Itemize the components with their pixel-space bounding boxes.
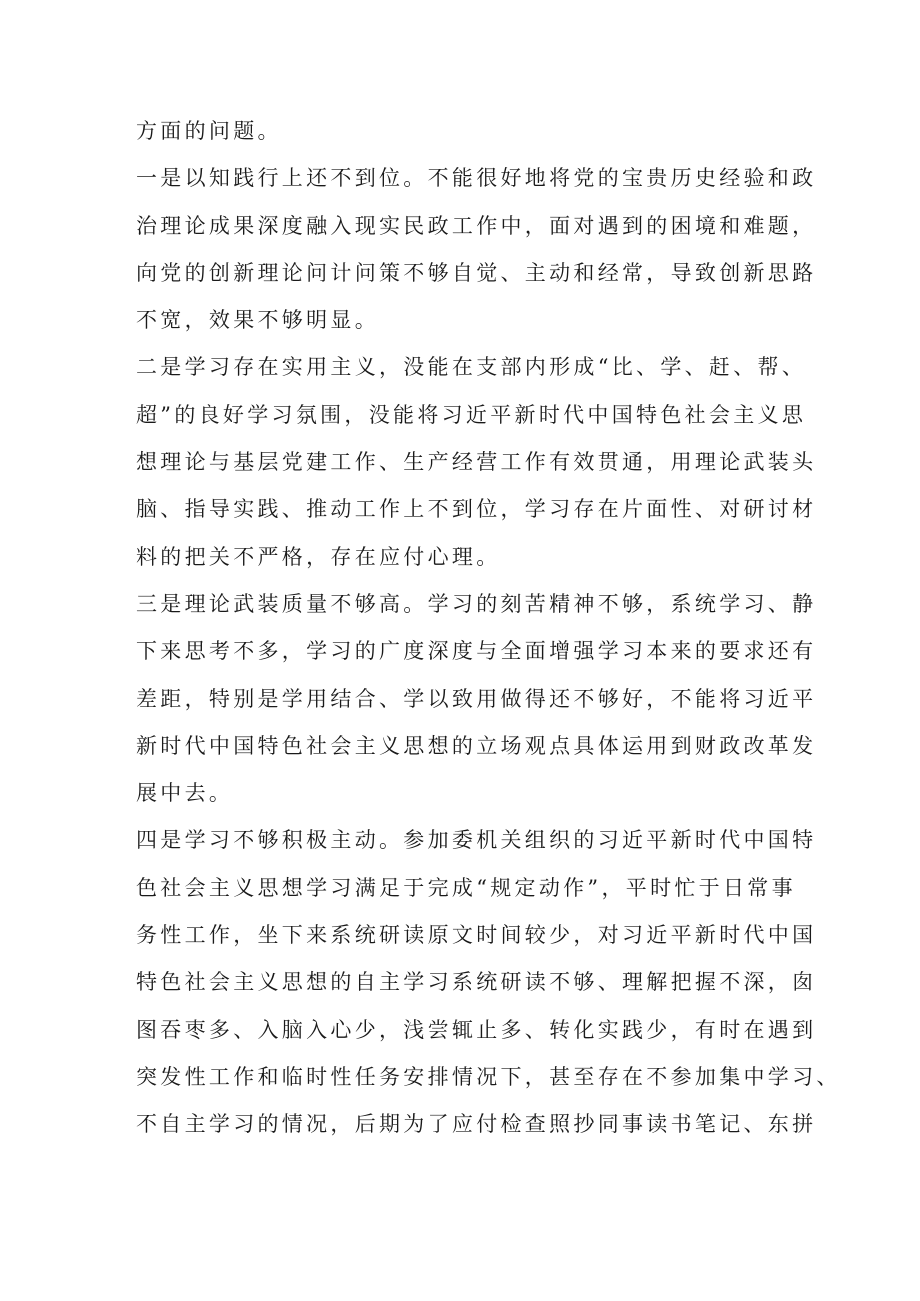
text-line: 务性工作，坐下来系统研读原文时间较少，对习近平新时代中国 bbox=[136, 923, 817, 948]
text-line: 四是学习不够积极主动。参加委机关组织的习近平新时代中国特 bbox=[136, 828, 817, 853]
text-line: 想理论与基层党建工作、生产经营工作有效贯通，用理论武装头 bbox=[136, 450, 817, 475]
text-line: 不宽，效果不够明显。 bbox=[136, 308, 379, 333]
text-line: 图吞枣多、入脑入心少，浅尝辄止多、转化实践少，有时在遇到 bbox=[136, 1017, 817, 1042]
text-line: 突发性工作和临时性任务安排情况下，甚至存在不参加集中学习、 bbox=[136, 1064, 841, 1089]
text-line: 下来思考不多，学习的广度深度与全面增强学习本来的要求还有 bbox=[136, 639, 817, 664]
text-line: 展中去。 bbox=[136, 781, 234, 806]
text-line: 向党的创新理论问计问策不够自觉、主动和经常，导致创新思路 bbox=[136, 260, 817, 285]
text-line: 二是学习存在实用主义，没能在支部内形成“比、学、赶、帮、 bbox=[136, 355, 807, 380]
text-line: 差距，特别是学用结合、学以致用做得还不够好，不能将习近平 bbox=[136, 686, 817, 711]
text-line: 料的把关不严格，存在应付心理。 bbox=[136, 544, 501, 569]
text-line: 不自主学习的情况，后期为了应付检查照抄同事读书笔记、东拼 bbox=[136, 1112, 817, 1137]
text-line: 特色社会主义思想的自主学习系统研读不够、理解把握不深，囱 bbox=[136, 970, 817, 995]
text-line: 方面的问题。 bbox=[136, 119, 282, 143]
body-text bbox=[136, 108, 841, 1149]
text-line: 色社会主义思想学习满足于完成“规定动作”，平时忙于日常事 bbox=[136, 875, 796, 900]
text-line: 脑、指导实践、推动工作上不到位，学习存在片面性、对研讨材 bbox=[136, 497, 817, 522]
text-line: 三是理论武装质量不够高。学习的刻苦精神不够，系统学习、静 bbox=[136, 591, 817, 616]
text-line: 一是以知践行上还不到位。不能很好地将党的宝贵历史经验和政 bbox=[136, 166, 817, 191]
text-line: 超”的良好学习氛围，没能将习近平新时代中国特色社会主义思 bbox=[136, 402, 807, 427]
text-line: 新时代中国特色社会主义思想的立场观点具体运用到财政改革发 bbox=[136, 733, 817, 758]
text-line: 治理论成果深度融入现实民政工作中，面对遇到的困境和难题， bbox=[136, 213, 817, 238]
